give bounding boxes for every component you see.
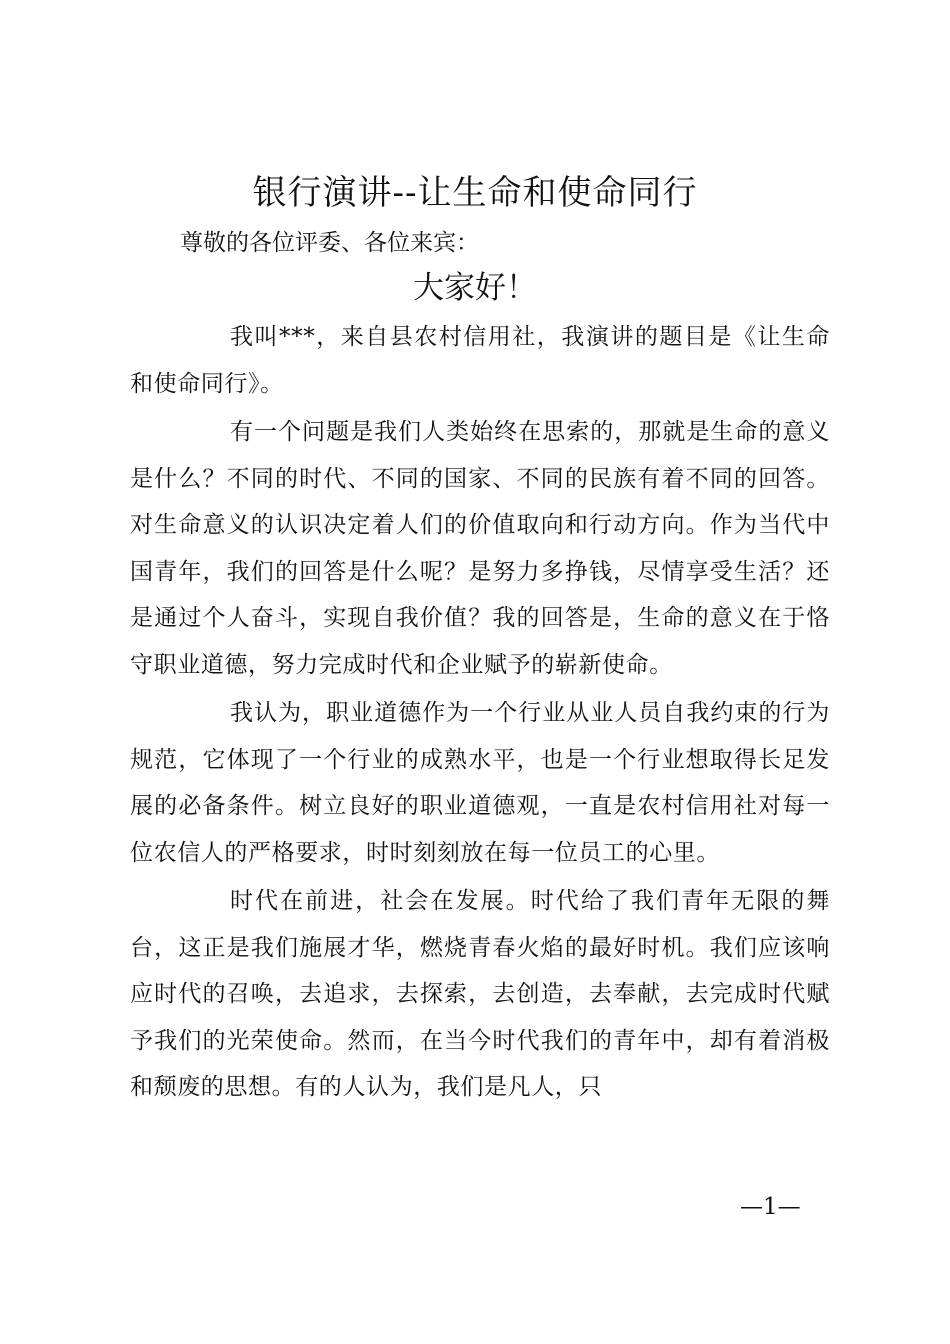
salutation: 尊敬的各位评委、各位来宾： [180,230,479,256]
paragraph-professional-ethics: 我认为，职业道德作为一个行业从业人员自我约束的行为规范，它体现了一个行业的成熟水平，也是一个行业想取得长足发展的必备条件。树立良好的职业道德观，一直是农村信用社对每一位农信人的严格要求，时时刻刻放在每一位员工的心里。 [130,700,830,866]
paragraph-times-progress: 时代在前进，社会在发展。时代给了我们青年无限的舞台，这正是我们施展才华，燃烧青春火焰的最好时机。我们应该响应时代的召唤，去追求，去探索，去创造，去奉献，去完成时代赋予我们的光荣使命。然而，在当今时代我们的青年中，却有着消极和颓废的思想。有的人认为，我们是凡人，只 [130,888,830,1100]
paragraph-meaning-of-life: 有一个问题是我们人类始终在思索的，那就是生命的意义是什么？不同的时代、不同的国家、不同的民族有着不同的回答。对生命意义的认识决定着人们的价值取向和行动方向。作为当代中国青年，我们的回答是什么呢？是努力多挣钱，尽情享受生活？还是通过个人奋斗，实现自我价值？我的回答是，生命的意义在于恪守职业道德，努力完成时代和企业赋予的崭新使命。 [130,419,830,678]
greeting: 大家好！ [413,270,537,306]
paragraph-intro: 我叫***，来自县农村信用社，我演讲的题目是《让生命和使命同行》。 [130,324,830,397]
page-number: —1— [740,1194,801,1220]
document-body [130,314,830,1113]
document-title: 银行演讲--让生命和使命同行 [252,173,698,213]
